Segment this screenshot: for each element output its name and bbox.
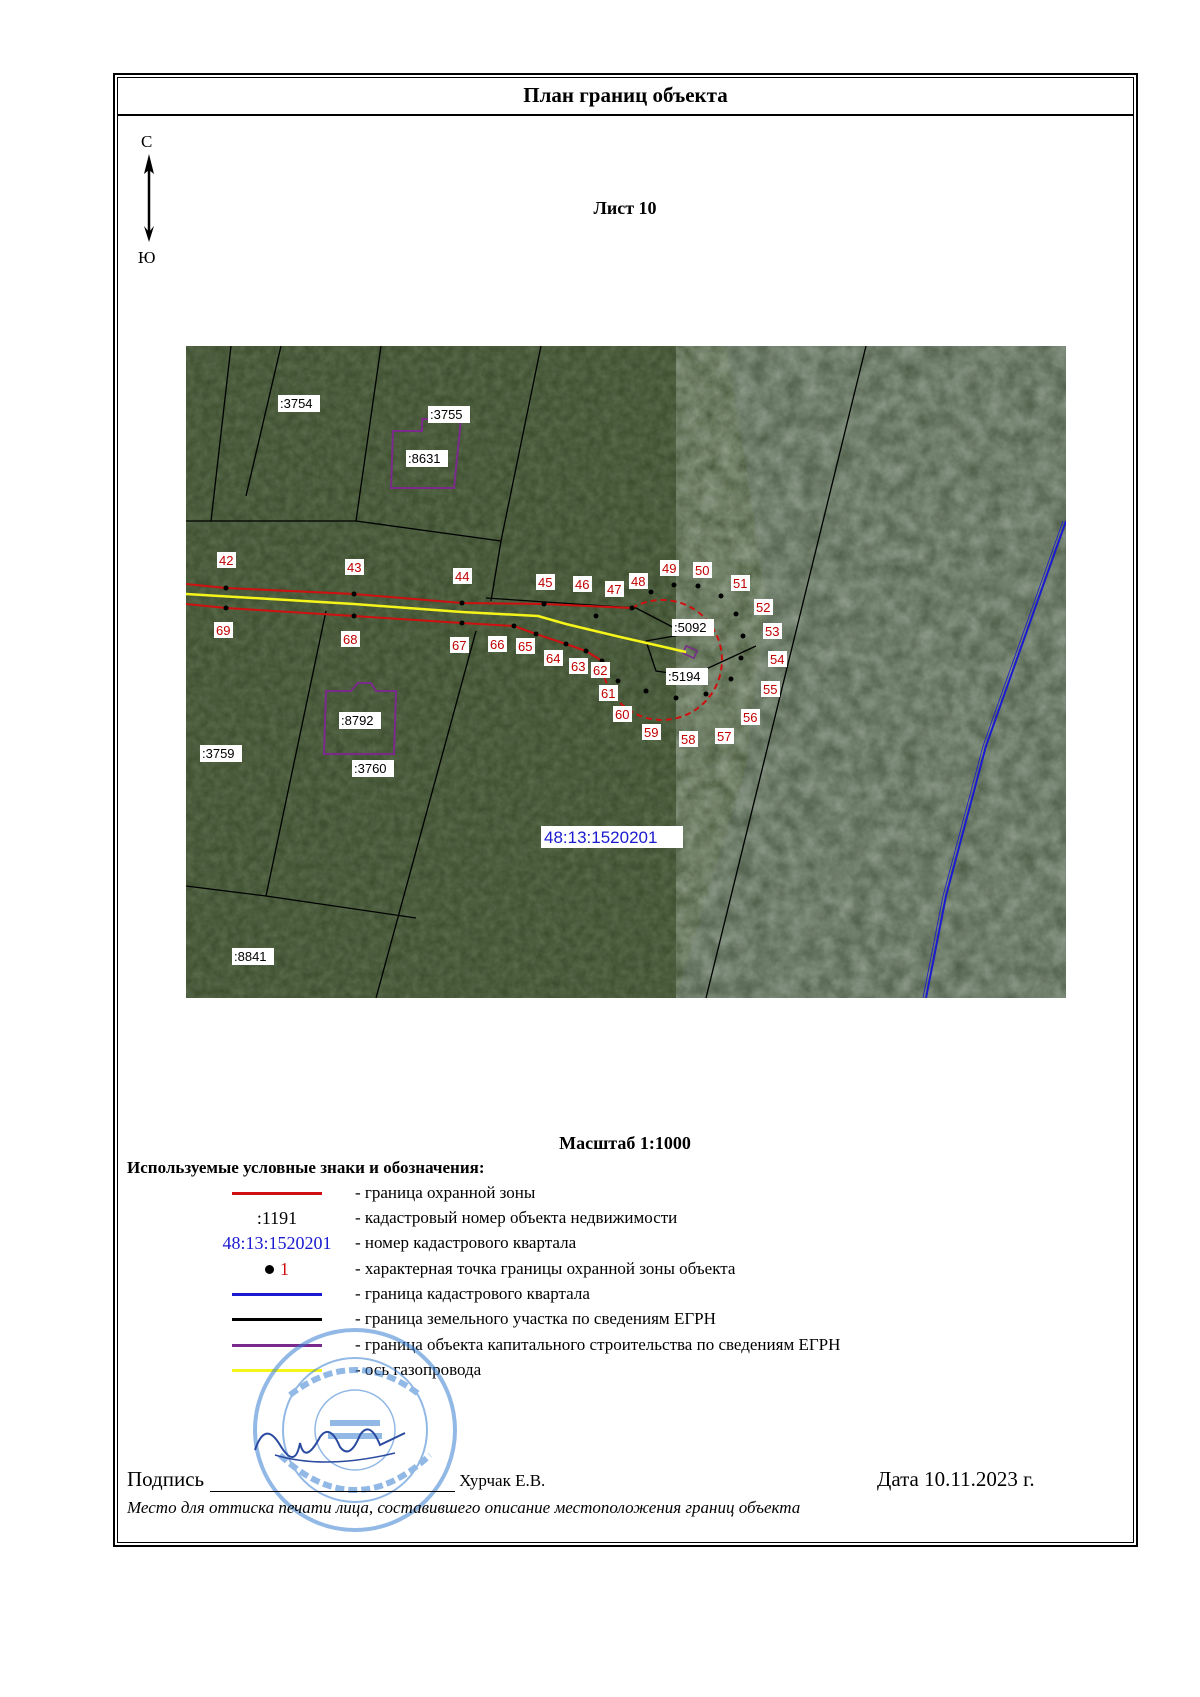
point-label: 59 (644, 725, 659, 740)
point-label: 62 (593, 663, 608, 678)
legend-symbol (177, 1257, 377, 1281)
point-label: 45 (538, 575, 553, 590)
legend-symbol: :1191 (256, 1207, 298, 1228)
blue-line-icon (232, 1293, 322, 1296)
point-label: 43 (347, 560, 362, 575)
point-label: 61 (601, 686, 616, 701)
point-label: 65 (518, 639, 533, 654)
legend-description: - граница кадастрового квартала (355, 1284, 590, 1303)
legend-symbol (177, 1181, 377, 1205)
point-label: 55 (763, 682, 778, 697)
point-label: 44 (455, 569, 470, 584)
legend-row-quarter-boundary (127, 1282, 1027, 1306)
signer-name: Хурчак Е.В. (459, 1471, 546, 1490)
black-line-icon (232, 1318, 322, 1321)
legend-description: - граница охранной зоны (355, 1183, 536, 1202)
point-label: 64 (546, 651, 561, 666)
point-label: 63 (571, 659, 586, 674)
south-label: Ю (138, 248, 156, 267)
legend-description: - ось газопровода (355, 1360, 482, 1379)
point-label: 67 (452, 638, 467, 653)
legend-description: - номер кадастрового квартала (355, 1233, 577, 1252)
point-label: 47 (607, 582, 622, 597)
signature-blank (210, 1471, 455, 1492)
point-label: 49 (662, 561, 677, 576)
cadastral-label: :3759 (202, 746, 235, 761)
point-label: 58 (681, 732, 696, 747)
north-label: С (141, 132, 153, 151)
quarter-label: 48:13:1520201 (544, 828, 658, 847)
point-label: 52 (756, 600, 771, 615)
point-number: 1 (280, 1258, 289, 1279)
point-label: 42 (219, 553, 234, 568)
cadastral-label: :5092 (674, 620, 707, 635)
point-dot-icon (265, 1265, 274, 1274)
point-label: 48 (631, 574, 646, 589)
boundary-map (186, 346, 1066, 998)
legend-title: Используемые условные знаки и обозначения: (127, 1158, 485, 1177)
legend-description: - кадастровый номер объекта недвижимости (355, 1208, 678, 1227)
point-label: 57 (717, 729, 732, 744)
title-text: План границ объекта (523, 83, 728, 107)
cadastral-label: :3754 (280, 396, 313, 411)
point-label: 56 (743, 710, 758, 725)
document-date: Дата 10.11.2023 г. (877, 1467, 1035, 1491)
point-label: 46 (575, 577, 590, 592)
red-line-icon (232, 1192, 322, 1195)
scale-label: Масштаб 1:1000 (559, 1133, 691, 1153)
legend-description: - граница объекта капитального строительства по сведениям ЕГРН (355, 1335, 841, 1354)
signature-label: Подпись (127, 1467, 205, 1491)
point-label: 54 (770, 652, 785, 667)
point-label: 60 (615, 707, 630, 722)
cadastral-label: :8841 (234, 949, 267, 964)
legend-row-cadastral (127, 1206, 1027, 1230)
legend-row-quarter-number (127, 1231, 1027, 1255)
point-label: 53 (765, 624, 780, 639)
cadastral-label: :8631 (408, 451, 441, 466)
sheet-number: Лист 10 (593, 198, 657, 218)
cadastral-label: :3755 (430, 407, 463, 422)
signature-scribble (245, 1415, 415, 1475)
legend-row-point (127, 1257, 1027, 1281)
legend-description: - характерная точка границы охранной зоны объекта (355, 1259, 736, 1278)
signature-line (127, 1467, 545, 1492)
point-label: 69 (216, 623, 231, 638)
legend-symbol (177, 1282, 377, 1306)
point-label: 68 (343, 632, 358, 647)
stamp-place-note: Место для оттиска печати лица, составившего описание местоположения границ объекта (127, 1498, 801, 1517)
cadastral-label: :8792 (341, 713, 374, 728)
point-label: 51 (733, 576, 748, 591)
point-label: 50 (695, 563, 710, 578)
legend-symbol: 48:13:1520201 (222, 1232, 332, 1253)
page-title (117, 77, 1134, 116)
legend-description: - граница земельного участка по сведениям ЕГРН (355, 1309, 716, 1328)
point-label: 66 (490, 637, 505, 652)
cadastral-label: :3760 (354, 761, 387, 776)
legend-row-zone (127, 1181, 1027, 1205)
cadastral-label: :5194 (668, 669, 701, 684)
